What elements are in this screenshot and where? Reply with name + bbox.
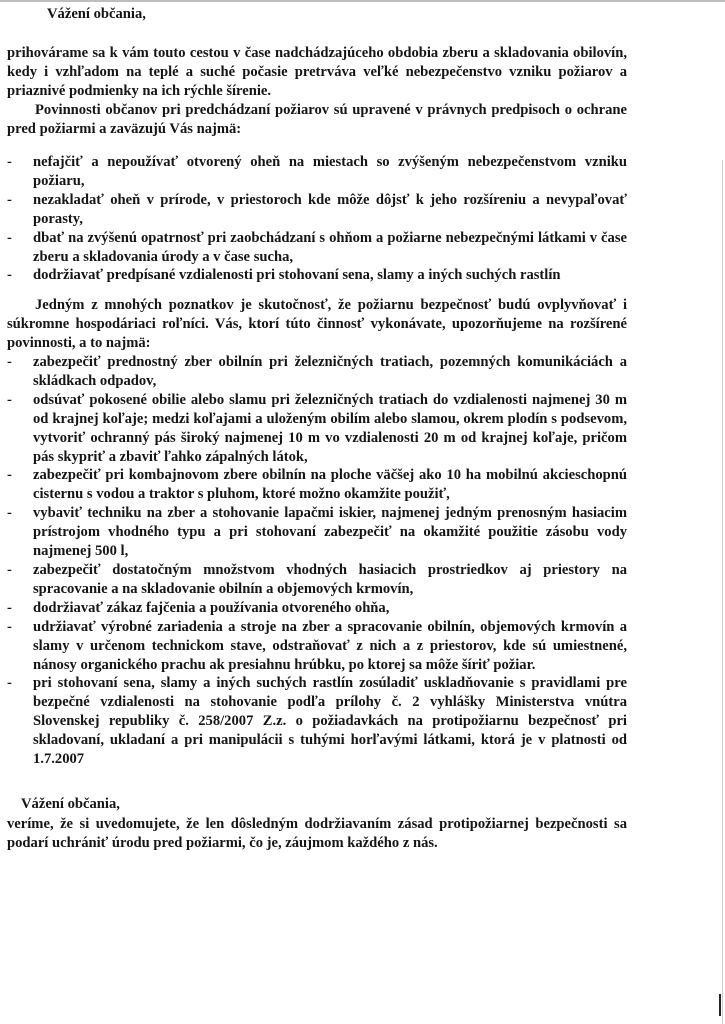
bullet-dash: - (7, 599, 12, 616)
bullet-dash: - (7, 467, 12, 484)
list-item (7, 153, 627, 191)
bullet-dash: - (7, 391, 12, 408)
citizen-duties-list (7, 153, 627, 285)
list-item (7, 618, 627, 675)
bullet-dash: - (7, 191, 12, 208)
farmer-duties-list (7, 353, 627, 769)
bullet-dash: - (7, 618, 12, 635)
bullet-dash: - (7, 354, 12, 370)
bullet-dash: - (7, 154, 12, 170)
bullet-dash: - (7, 561, 12, 578)
list-item (7, 191, 627, 229)
list-item-text: pri stohovaní sena, slamy a iných suchých rastlín zosúladiť uskladňovanie s pravidlami pre bezpečné vzdialenosti na stohovanie podľa prílohy č. 2 vyhlášky Ministerstva vnútra Slovenskej republiky č. 258/2007 Z.z. o požiadavkách na protipožiarnu bezpečnosť pri skladovaní, ukladaní a pri manipulácii s tuhými horľavými látkami, ktorá je v platnosti od 1.7.2007 (33, 675, 627, 768)
list-item (7, 561, 627, 599)
list-item (7, 466, 627, 504)
list-item-text: zabezpečiť dostatočným množstvom vhodných hasiacich prostriedkov aj priestory na spracovanie a na skladovanie obilnín a objemových krmovín, (33, 561, 627, 597)
list-item-text: zabezpečiť prednostný zber obilnín pri železničných tratiach, pozemných komunikáciách a skládkach odpadov, (33, 354, 627, 389)
bullet-dash: - (7, 267, 12, 284)
bullet-dash: - (7, 229, 12, 246)
list-item-text: zabezpečiť pri kombajnovom zbere obilnín na ploche väčšej ako 10 ha mobilnú akcieschopnú cisternu s vodou a traktor s pluhom, ktoré možno okamžite použiť, (33, 467, 627, 503)
list-item-text: nezakladať oheň v prírode, v priestoroch kde môže dôjsť k jeho rozšíreniu a nevypaľovať porasty, (33, 191, 627, 227)
list-item (7, 229, 627, 267)
list-item-text: udržiavať výrobné zariadenia a stroje na zber a spracovanie obilnín, objemových krmovín a slamy v určenom technickom stave, odstraňovať z nich a z priestorov, kde sú umiestnené, nánosy organického prachu ak presiahnu hrúbku, po ktorej sa môže šíriť požiar. (33, 618, 627, 673)
list-item-text: odsúvať pokosené obilie alebo slamu pri železničných tratiach do vzdialenosti najmenej 30 m od krajnej koľaje; medzi koľajami a uloženým obilím alebo slamou, okrem plodín s podsevom, vytvoriť ochranný pás široký najmenej 10 m vo vzdialenosti 20 m od krajnej koľaje, pričom pás skypriť a zbaviť ľahko zápalných látok, (33, 391, 627, 465)
list-item-text: dodržiavať predpísané vzdialenosti pri stohovaní sena, slamy a iných suchých rastlín (33, 267, 561, 284)
scan-right-edge (722, 160, 723, 1024)
list-item (7, 266, 627, 285)
list-item (7, 599, 627, 618)
farmers-intro: Jedným z mnohých poznatkov je skutočnosť, že požiarnu bezpečnosť budú ovplyvňovať i súkromne hospodáriaci roľníci. Vás, ktorí túto činnosť vykonávate, upozorňujeme na rozšírené povinnosti, a to najmä: (7, 297, 627, 351)
list-item (7, 353, 627, 391)
bullet-dash: - (7, 675, 12, 692)
scan-top-edge (0, 0, 725, 2)
bullet-dash: - (7, 505, 12, 522)
list-item (7, 674, 627, 769)
intro-paragraph: prihovárame sa k vám touto cestou v čase nadchádzajúceho obdobia zberu a skladovania obilovín, kedy i vzhľadom na teplé a suché počasie pretrváva veľké nebezpečenstvo vzniku požiarov a priaznivé podmienky na ich rýchle šírenie. (7, 45, 627, 99)
closing-salutation: Vážení občania, (21, 796, 120, 812)
list-item (7, 391, 627, 467)
scan-edge-mark (719, 994, 721, 1016)
list-item-text: nefajčiť a nepoužívať otvorený oheň na miestach so zvýšeným nebezpečenstvom vzniku požiaru, (33, 154, 627, 189)
duties-intro: Povinnosti občanov pri predchádzaní požiarov sú upravené v právnych predpisoch o ochrane pred požiarmi a zaväzujú Vás najmä: (7, 102, 627, 137)
salutation: Vážení občania, (47, 6, 146, 22)
list-item-text: vybaviť techniku na zber a stohovanie lapačmi iskier, najmenej jedným prenosným hasiacim prístrojom vhodného typu a pri stohovaní zabezpečiť na okamžité použitie zásobu vody najmenej 500 l, (33, 505, 627, 560)
list-item-text: dbať na zvýšenú opatrnosť pri zaobchádzaní s ohňom a požiarne nebezpečnými látkami v čase zberu a skladovania úrody a v čase sucha, (33, 229, 627, 265)
list-item-text: dodržiavať zákaz fajčenia a používania otvoreného ohňa, (33, 599, 390, 616)
closing-paragraph: veríme, že si uvedomujete, že len dôsledným dodržiavaním zásad protipožiarnej bezpečnosti sa podarí uchrániť úrodu pred požiarmi, čo je, záujmom každého z nás. (7, 816, 627, 851)
list-item (7, 504, 627, 561)
